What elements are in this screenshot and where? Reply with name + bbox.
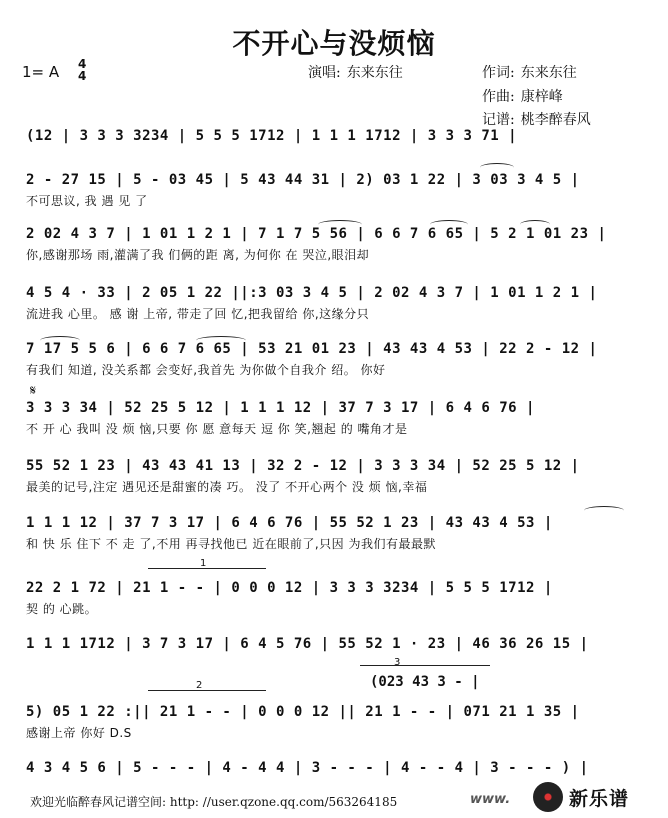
volta-3-notes: (023 43 3 - | (370, 674, 480, 690)
volta-2-bracket (148, 690, 266, 691)
site-logo (533, 780, 665, 814)
lyricist-label: 作词: (482, 65, 515, 81)
time-signature-top: 4 (78, 57, 87, 71)
slur-mark (318, 220, 362, 229)
record-disc-icon (533, 782, 563, 812)
lyrics-line: 不 开 心 我叫 没 烦 恼,只要 你 愿 意每天 逗 你 笑,翘起 的 嘴角才是 (26, 422, 408, 436)
slur-mark (196, 336, 246, 345)
volta-1-number: 1 (200, 558, 207, 569)
composer-credit (482, 86, 563, 106)
lyricist-name: 东来东往 (520, 65, 577, 81)
singer-name: 东来东往 (346, 65, 403, 81)
notation-line: 5) 05 1 22 :|| 21 1 - - | 0 0 0 12 || 21 1 - - | 071 21 1 35 | (26, 704, 580, 720)
lyrics-line: 最美的记号,注定 遇见还是甜蜜的凑 巧。 没了 不开心两个 没 烦 恼,幸福 (26, 480, 428, 494)
notation-line: (12 | 3 3 3 3234 | 5 5 5 1712 | 1 1 1 1712 | 3 3 3 71 | (26, 128, 518, 144)
lyrics-line: 有我们 知道, 没关系都 会变好,我首先 为你做个自我介 绍。 你好 (26, 363, 386, 377)
time-signature (78, 58, 86, 82)
singer-credit (308, 62, 403, 82)
lyrics-line: 流进我 心里。 感 谢 上帝, 带走了回 忆,把我留给 你,这缘分只 (26, 307, 370, 321)
notation-line: 4 3 4 5 6 | 5 - - - | 4 - 4 4 | 3 - - - | 4 - - 4 | 3 - - - ) | (26, 760, 589, 776)
slur-mark (480, 163, 514, 172)
volta-3-number: 3 (394, 657, 401, 668)
volta-3-bracket (360, 665, 490, 666)
slur-mark (520, 220, 550, 229)
singer-label: 演唱: (308, 65, 341, 81)
volta-1-bracket (148, 568, 266, 569)
lyricist-credit (482, 62, 577, 82)
segno-sign: 𝄋 (30, 383, 37, 399)
notation-line: 3 3 3 34 | 52 25 5 12 | 1 1 1 12 | 37 7 3 17 | 6 4 6 76 | (26, 400, 535, 416)
slur-mark (40, 336, 80, 345)
transcriber-label: 记谱: (482, 112, 515, 128)
notation-line: 2 02 4 3 7 | 1 01 1 2 1 | 7 1 7 5 56 | 6 6 7 6 65 | 5 2 1 01 23 | (26, 226, 607, 242)
slur-mark (430, 220, 468, 229)
time-signature-bottom: 4 (78, 69, 87, 83)
volta-2-number: 2 (196, 680, 203, 691)
watermark-text: www. (470, 792, 511, 807)
notation-line: 4 5 4 · 33 | 2 05 1 22 ||:3 03 3 4 5 | 2 02 4 3 7 | 1 01 1 2 1 | (26, 285, 598, 301)
transcriber-credit (482, 109, 591, 129)
composer-label: 作曲: (482, 89, 515, 105)
notation-line: 55 52 1 23 | 43 43 41 13 | 32 2 - 12 | 3 3 3 34 | 52 25 5 12 | (26, 458, 580, 474)
key-signature: 1= A (22, 63, 60, 81)
lyrics-line: 你,感谢那场 雨,灌满了我 们俩的距 离, 为何你 在 哭泣,眼泪却 (26, 248, 370, 262)
transcriber-name: 桃李醉春风 (520, 112, 591, 128)
notation-line: 7 17 5 5 6 | 6 6 7 6 65 | 53 21 01 23 | 43 43 4 53 | 22 2 - 12 | (26, 341, 598, 357)
notation-line: 1 1 1 12 | 37 7 3 17 | 6 4 6 76 | 55 52 1 23 | 43 43 4 53 | (26, 515, 553, 531)
lyrics-line: 感谢上帝 你好 D.S (26, 726, 132, 740)
lyrics-line: 和 快 乐 住下 不 走 了,不用 再寻找他已 近在眼前了,只因 为我们有最最默 (26, 537, 436, 551)
footer-text: 欢迎光临醉春风记谱空间: http: //user.qzone.qq.com/563264185 (30, 795, 398, 809)
notation-line: 22 2 1 72 | 21 1 - - | 0 0 0 12 | 3 3 3 3234 | 5 5 5 1712 | (26, 580, 553, 596)
composer-name: 康梓峰 (520, 89, 563, 105)
song-title: 不开心与没烦恼 (232, 27, 436, 60)
slur-mark (584, 506, 624, 515)
lyrics-line: 契 的 心跳。 (26, 602, 98, 616)
notation-line: 2 - 27 15 | 5 - 03 45 | 5 43 44 31 | 2) 03 1 22 | 3 03 3 4 5 | (26, 172, 580, 188)
lyrics-line: 不可思议, 我 遇 见 了 (26, 194, 148, 208)
notation-line: 1 1 1 1712 | 3 7 3 17 | 6 4 5 76 | 55 52 1 · 23 | 46 36 26 15 | (26, 636, 589, 652)
logo-text: 新乐谱 (569, 787, 630, 810)
